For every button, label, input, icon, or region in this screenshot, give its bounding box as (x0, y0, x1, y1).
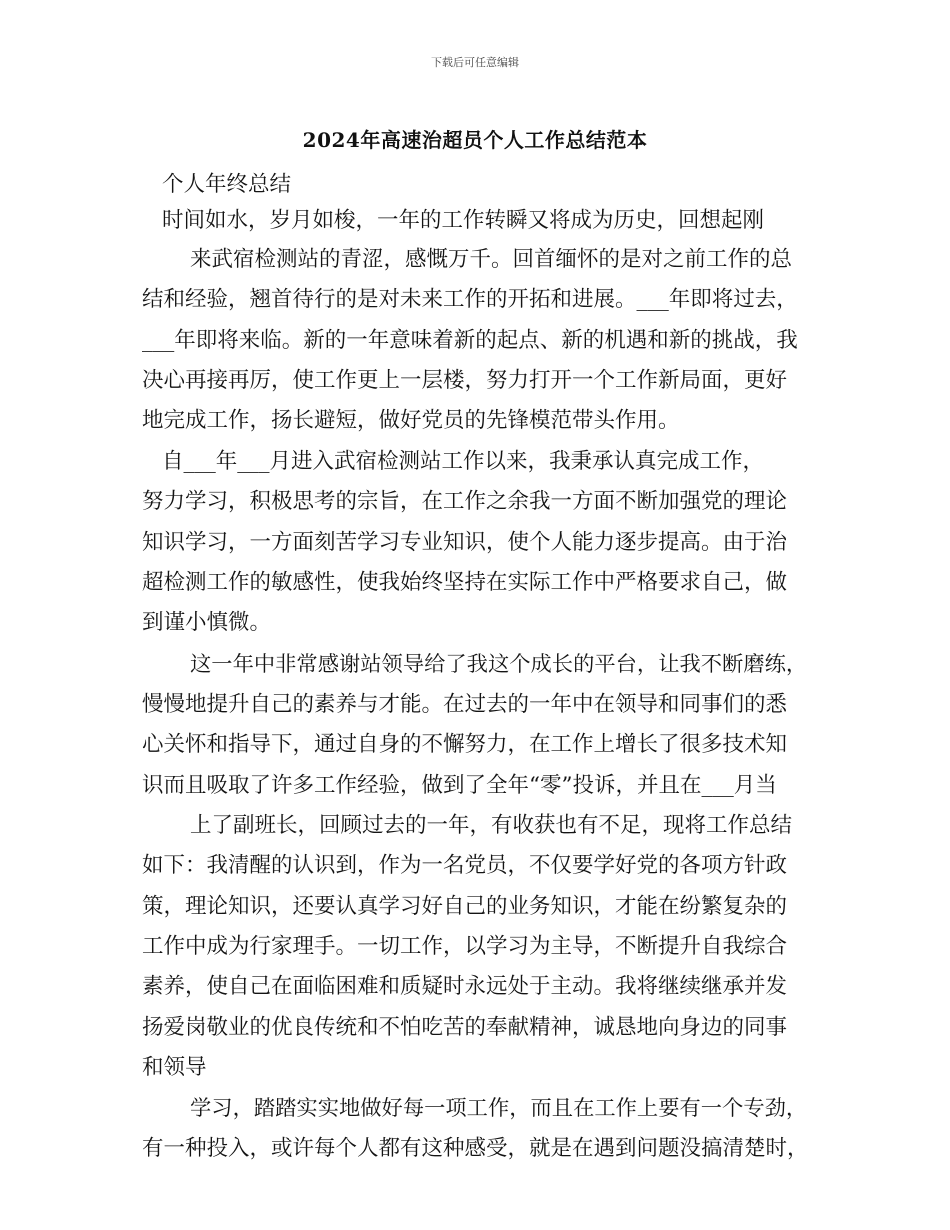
text-line: 心关怀和指导下，通过自身的不懈努力，在工作上增长了很多技术知 (142, 732, 788, 757)
text-line: 时间如水，岁月如梭，一年的工作转瞬又将成为历史，回想起刚 (162, 208, 765, 233)
text-line: ___年即将来临。新的一年意味着新的起点、新的机遇和新的挑战，我 (142, 328, 798, 353)
text-line: 素养，使自己在面临困难和质疑时永远处于主动。我将继续继承并发 (142, 974, 788, 999)
text-line: 识而且吸取了许多工作经验，做到了全年“零”投诉，并且在___月当 (142, 773, 777, 798)
text-line: 如下：我清醒的认识到，作为一名党员，不仅要学好党的各项方针政 (142, 853, 788, 878)
text-line: 知识学习，一方面刻苦学习专业知识，使个人能力逐步提高。由于治 (142, 530, 788, 555)
text-line: 有一种投入，或许每个人都有这种感受，就是在遇到问题没搞清楚时， (142, 1136, 809, 1161)
text-line: 学习，踏踏实实地做好每一项工作，而且在工作上要有一个专劲， (190, 1096, 808, 1121)
text-line: 到谨小慎微。 (142, 610, 272, 635)
text-line: 和领导 (142, 1055, 207, 1080)
header-note: 下载后可任意编辑 (431, 56, 519, 69)
text-line: 超检测工作的敏感性，使我始终坚持在实际工作中严格要求自己，做 (142, 570, 788, 595)
text-line: 这一年中非常感谢站领导给了我这个成长的平台，让我不断磨练， (190, 652, 808, 677)
text-line: 策，理论知识，还要认真学习好自己的业务知识，才能在纷繁复杂的 (142, 894, 788, 919)
text-line: 决心再接再厉，使工作更上一层楼，努力打开一个工作新局面，更好 (142, 368, 788, 393)
document-title: 2024年高速治超员个人工作总结范本 (302, 128, 648, 152)
text-line: 来武宿检测站的青涩，感慨万千。回首缅怀的是对之前工作的总 (190, 247, 793, 272)
text-line: 慢慢地提升自己的素养与才能。在过去的一年中在领导和同事们的悉 (142, 692, 788, 717)
text-line: 扬爱岗敬业的优良传统和不怕吃苦的奉献精神，诚恳地向身边的同事 (142, 1015, 788, 1040)
text-line: 自___年___月进入武宿检测站工作以来，我秉承认真完成工作， (162, 449, 765, 474)
text-line: 地完成工作，扬长避短，做好党员的先锋模范带头作用。 (142, 408, 680, 433)
text-line: 上了副班长，回顾过去的一年，有收获也有不足，现将工作总结 (190, 813, 793, 838)
text-line: 个人年终总结 (162, 172, 292, 197)
text-line: 努力学习，积极思考的宗旨，在工作之余我一方面不断加强党的理论 (142, 489, 788, 514)
text-line: 结和经验，翘首待行的是对未来工作的开拓和进展。___年即将过去， (142, 287, 798, 312)
text-line: 工作中成为行家理手。一切工作，以学习为主导，不断提升自我综合 (142, 934, 788, 959)
